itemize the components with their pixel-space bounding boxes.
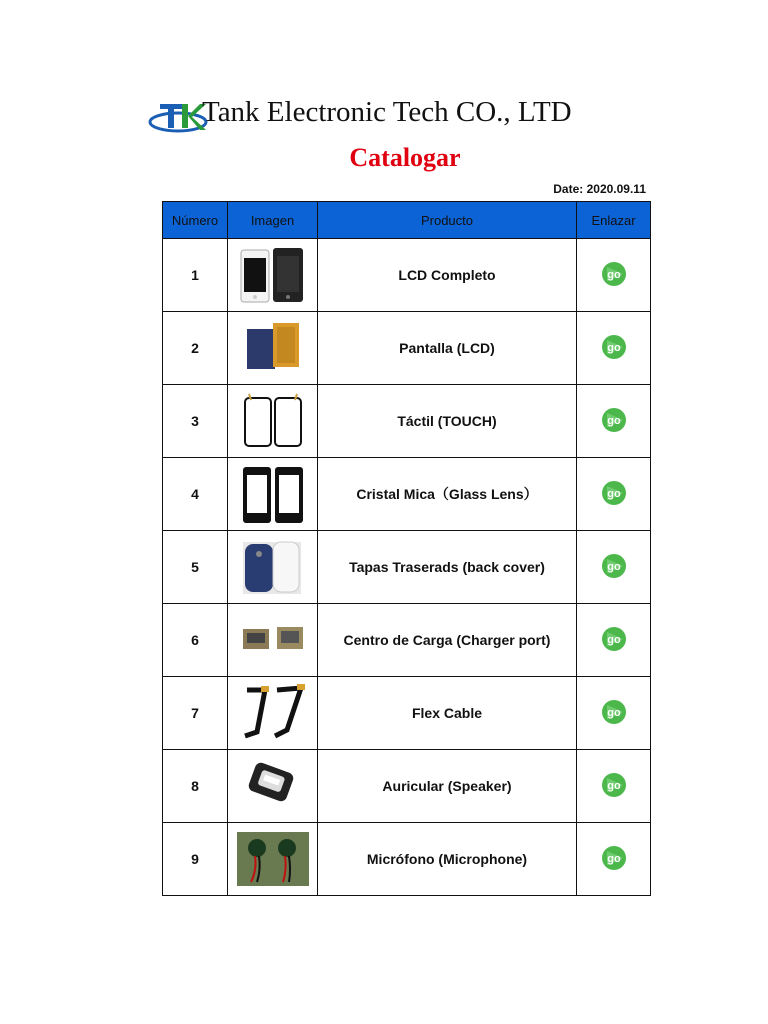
svg-text:go: go bbox=[606, 414, 621, 427]
table-row bbox=[163, 750, 651, 823]
link-cell bbox=[577, 604, 651, 677]
table-row bbox=[163, 531, 651, 604]
product-image-cell bbox=[228, 239, 318, 312]
go-icon[interactable] bbox=[601, 553, 627, 579]
table-row bbox=[163, 677, 651, 750]
link-cell bbox=[577, 823, 651, 896]
link-cell bbox=[577, 677, 651, 750]
product-name: Flex Cable bbox=[318, 677, 577, 750]
svg-text:go: go bbox=[606, 560, 621, 573]
touch-panel-image bbox=[237, 390, 309, 452]
row-number: 8 bbox=[163, 750, 228, 823]
catalog-date: Date: 2020.09.11 bbox=[553, 182, 646, 196]
go-icon[interactable] bbox=[601, 845, 627, 871]
svg-text:go: go bbox=[606, 341, 621, 354]
link-cell bbox=[577, 458, 651, 531]
row-number: 6 bbox=[163, 604, 228, 677]
column-header-enlazar: Enlazar bbox=[577, 202, 651, 239]
microphone-image bbox=[237, 828, 309, 890]
svg-text:go: go bbox=[606, 779, 621, 792]
column-header-producto: Producto bbox=[318, 202, 577, 239]
link-cell bbox=[577, 531, 651, 604]
row-number: 3 bbox=[163, 385, 228, 458]
product-image-cell bbox=[228, 823, 318, 896]
product-image-cell bbox=[228, 385, 318, 458]
product-name: Pantalla (LCD) bbox=[318, 312, 577, 385]
go-icon[interactable] bbox=[601, 334, 627, 360]
row-number: 9 bbox=[163, 823, 228, 896]
flex-cable-image bbox=[237, 682, 309, 744]
product-name: Táctil (TOUCH) bbox=[318, 385, 577, 458]
svg-text:go: go bbox=[606, 268, 621, 281]
company-name: Tank Electronic Tech CO., LTD bbox=[202, 96, 572, 128]
table-header-row bbox=[163, 202, 651, 239]
table-row bbox=[163, 239, 651, 312]
speaker-image bbox=[237, 755, 309, 817]
row-number: 5 bbox=[163, 531, 228, 604]
product-image-cell bbox=[228, 604, 318, 677]
company-logo bbox=[148, 100, 210, 136]
back-cover-image bbox=[237, 536, 309, 598]
page-title: Catalogar bbox=[349, 143, 461, 172]
product-name: Auricular (Speaker) bbox=[318, 750, 577, 823]
product-image-cell bbox=[228, 677, 318, 750]
row-number: 1 bbox=[163, 239, 228, 312]
product-image-cell bbox=[228, 312, 318, 385]
product-name: Micrófono (Microphone) bbox=[318, 823, 577, 896]
column-header-imagen: Imagen bbox=[228, 202, 318, 239]
row-number: 7 bbox=[163, 677, 228, 750]
product-name: Cristal Mica（Glass Lens） bbox=[318, 458, 577, 531]
svg-text:go: go bbox=[606, 706, 621, 719]
product-name: Centro de Carga (Charger port) bbox=[318, 604, 577, 677]
product-image-cell bbox=[228, 531, 318, 604]
go-icon[interactable] bbox=[601, 626, 627, 652]
column-header-numero: Número bbox=[163, 202, 228, 239]
row-number: 4 bbox=[163, 458, 228, 531]
link-cell bbox=[577, 239, 651, 312]
svg-text:go: go bbox=[606, 633, 621, 646]
product-name: Tapas Traserads (back cover) bbox=[318, 531, 577, 604]
product-image-cell bbox=[228, 458, 318, 531]
go-icon[interactable] bbox=[601, 772, 627, 798]
svg-text:go: go bbox=[606, 852, 621, 865]
table-row bbox=[163, 823, 651, 896]
table-row bbox=[163, 604, 651, 677]
lcd-screen-image bbox=[237, 317, 309, 379]
product-image-cell bbox=[228, 750, 318, 823]
table-row bbox=[163, 312, 651, 385]
go-icon[interactable] bbox=[601, 699, 627, 725]
table-row bbox=[163, 385, 651, 458]
product-table bbox=[162, 201, 651, 896]
lcd-complete-image bbox=[237, 244, 309, 306]
go-icon[interactable] bbox=[601, 261, 627, 287]
table-row bbox=[163, 458, 651, 531]
charger-port-image bbox=[237, 609, 309, 671]
link-cell bbox=[577, 312, 651, 385]
go-icon[interactable] bbox=[601, 480, 627, 506]
link-cell bbox=[577, 385, 651, 458]
product-name: LCD Completo bbox=[318, 239, 577, 312]
glass-lens-image bbox=[237, 463, 309, 525]
row-number: 2 bbox=[163, 312, 228, 385]
go-icon[interactable] bbox=[601, 407, 627, 433]
svg-text:go: go bbox=[606, 487, 621, 500]
link-cell bbox=[577, 750, 651, 823]
